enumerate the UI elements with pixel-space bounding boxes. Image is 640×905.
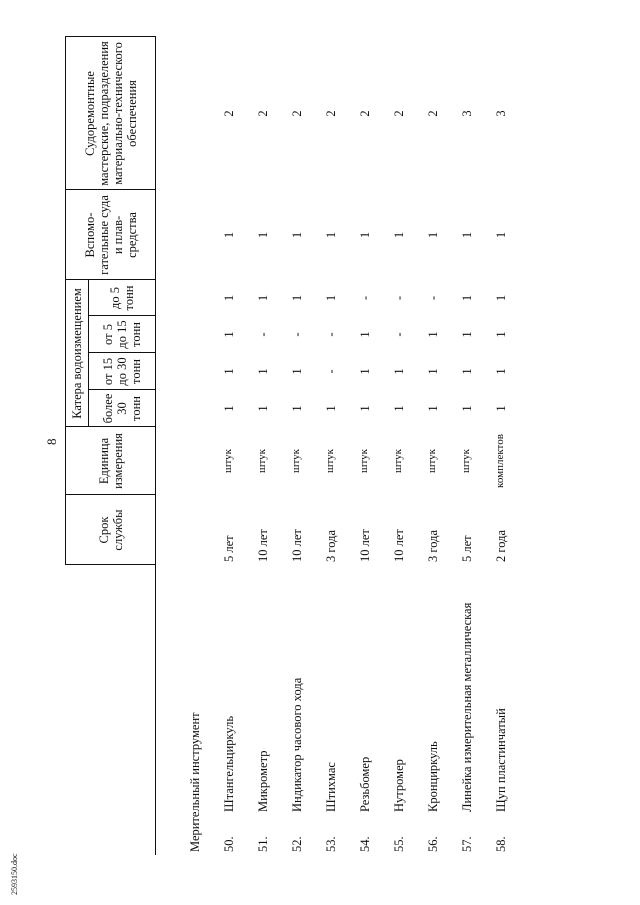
row-number: 55. — [392, 836, 406, 852]
header-5-to-15: от 5 до 15 тонн — [89, 316, 156, 353]
section-title: Мерительный инструмент — [188, 712, 202, 852]
rotated-table-container — [65, 37, 555, 855]
table-row — [358, 37, 392, 855]
row-aux-vessels: 1 — [256, 231, 270, 239]
row-5-to-15: 1 — [426, 331, 440, 338]
row-unit: штук — [392, 449, 404, 473]
header-15-to-30: от 15 до 30 тонн — [89, 353, 156, 390]
header-term: Срок службы — [66, 495, 156, 565]
header-aux-vessels: Вспомо-гательные суда и плав-средства — [66, 190, 156, 280]
row-term: 10 лет — [358, 529, 372, 562]
row-name: Линейка измерительная металлическая — [460, 602, 474, 812]
row-term: 10 лет — [290, 529, 304, 562]
header-unit: Единица измерения — [66, 427, 156, 495]
header-row-1 — [66, 37, 89, 855]
row-5-to-15: 1 — [222, 331, 236, 338]
row-15-to-30: - — [324, 369, 338, 374]
row-aux-vessels: 1 — [358, 231, 372, 239]
row-15-to-30: 1 — [358, 368, 372, 375]
row-repair-shops: 2 — [290, 110, 304, 117]
row-name: Штихмас — [324, 762, 338, 812]
row-number: 51. — [256, 836, 270, 852]
row-unit: штук — [460, 449, 472, 473]
table-row — [212, 37, 256, 855]
row-upto-5: - — [426, 295, 440, 301]
row-term: 10 лет — [392, 529, 406, 562]
row-15-to-30: 1 — [460, 368, 474, 375]
row-unit: штук — [222, 449, 234, 473]
row-name: Штангельциркуль — [222, 715, 236, 812]
equipment-norms-table — [65, 36, 528, 855]
row-repair-shops: 2 — [426, 110, 440, 117]
row-15-to-30: 1 — [392, 368, 406, 375]
row-number: 52. — [290, 836, 304, 852]
row-upto-5: - — [358, 295, 372, 301]
row-repair-shops: 2 — [324, 110, 338, 117]
row-15-to-30: 1 — [426, 368, 440, 375]
row-term: 5 лет — [222, 535, 236, 562]
row-upto-5: 1 — [460, 294, 474, 302]
row-name: Щуп пластинчатый — [494, 708, 508, 812]
table-row — [494, 37, 528, 855]
row-5-to-15: 1 — [460, 331, 474, 338]
row-number: 54. — [358, 836, 372, 852]
row-aux-vessels: 1 — [460, 231, 474, 239]
row-repair-shops: 2 — [222, 110, 236, 117]
row-name: Индикатор часового хода — [290, 677, 304, 812]
row-upto-5: 1 — [256, 294, 270, 302]
row-over-30: 1 — [358, 405, 372, 412]
row-number: 56. — [426, 836, 440, 852]
row-5-to-15: 1 — [494, 331, 508, 338]
table-row — [460, 37, 494, 855]
row-number: 57. — [460, 836, 474, 852]
row-repair-shops: 2 — [256, 110, 270, 117]
table-row — [324, 37, 358, 855]
header-over-30: более 30 тонн — [89, 390, 156, 427]
row-name: Нутромер — [392, 759, 406, 812]
row-name: Резьбомер — [358, 756, 372, 812]
row-repair-shops: 3 — [494, 110, 508, 117]
row-unit: штук — [324, 449, 336, 473]
document-id: 2593150.doc — [10, 853, 19, 895]
row-number: 53. — [324, 836, 338, 852]
row-over-30: 1 — [460, 405, 474, 412]
row-number: 58. — [494, 836, 508, 852]
row-upto-5: 1 — [494, 294, 508, 302]
row-repair-shops: 3 — [460, 110, 474, 117]
row-over-30: 1 — [256, 405, 270, 412]
row-aux-vessels: 1 — [324, 231, 338, 239]
row-term: 3 года — [324, 530, 338, 562]
row-over-30: 1 — [494, 405, 508, 412]
row-unit: штук — [426, 449, 438, 473]
row-term: 3 года — [426, 530, 440, 562]
row-5-to-15: - — [256, 332, 270, 337]
row-15-to-30: 1 — [256, 368, 270, 375]
section-row — [156, 37, 213, 855]
row-upto-5: 1 — [290, 294, 304, 302]
row-over-30: 1 — [426, 405, 440, 412]
page-number: 8 — [44, 438, 59, 445]
row-over-30: 1 — [222, 405, 236, 412]
row-name: Микрометр — [256, 750, 270, 812]
row-upto-5: 1 — [324, 294, 338, 302]
row-aux-vessels: 1 — [426, 231, 440, 239]
row-15-to-30: 1 — [222, 368, 236, 375]
row-5-to-15: 1 — [358, 331, 372, 338]
row-unit: штук — [290, 449, 302, 473]
row-repair-shops: 2 — [392, 110, 406, 117]
row-upto-5: - — [392, 295, 406, 301]
row-term: 10 лет — [256, 529, 270, 562]
row-name: Кронциркуль — [426, 741, 440, 812]
header-repair-shops: Судоремонтные мастерские, подразделения материально-технического обеспечения — [66, 37, 156, 190]
row-15-to-30: 1 — [494, 368, 508, 375]
row-repair-shops: 2 — [358, 110, 372, 117]
row-15-to-30: 1 — [290, 368, 304, 375]
row-unit: штук — [256, 449, 268, 473]
row-number: 50. — [222, 836, 236, 852]
row-aux-vessels: 1 — [392, 231, 406, 239]
row-term: 5 лет — [460, 535, 474, 562]
row-term: 2 года — [494, 530, 508, 562]
row-aux-vessels: 1 — [494, 231, 508, 239]
row-over-30: 1 — [392, 405, 406, 412]
header-blank-cell — [66, 565, 156, 855]
table-row — [290, 37, 324, 855]
row-upto-5: 1 — [222, 294, 236, 302]
row-unit: штук — [358, 449, 370, 473]
table-row — [392, 37, 426, 855]
header-boats-group: Катера водоизмещением — [66, 280, 89, 427]
row-aux-vessels: 1 — [290, 231, 304, 239]
row-unit: комплектов — [494, 434, 506, 488]
row-5-to-15: - — [290, 332, 304, 337]
header-upto-5: до 5 тонн — [89, 280, 156, 316]
row-over-30: 1 — [324, 405, 338, 412]
row-5-to-15: - — [324, 332, 338, 337]
row-over-30: 1 — [290, 405, 304, 412]
row-5-to-15: - — [392, 332, 406, 337]
table-row — [256, 37, 290, 855]
row-aux-vessels: 1 — [222, 231, 236, 239]
table-row — [426, 37, 460, 855]
